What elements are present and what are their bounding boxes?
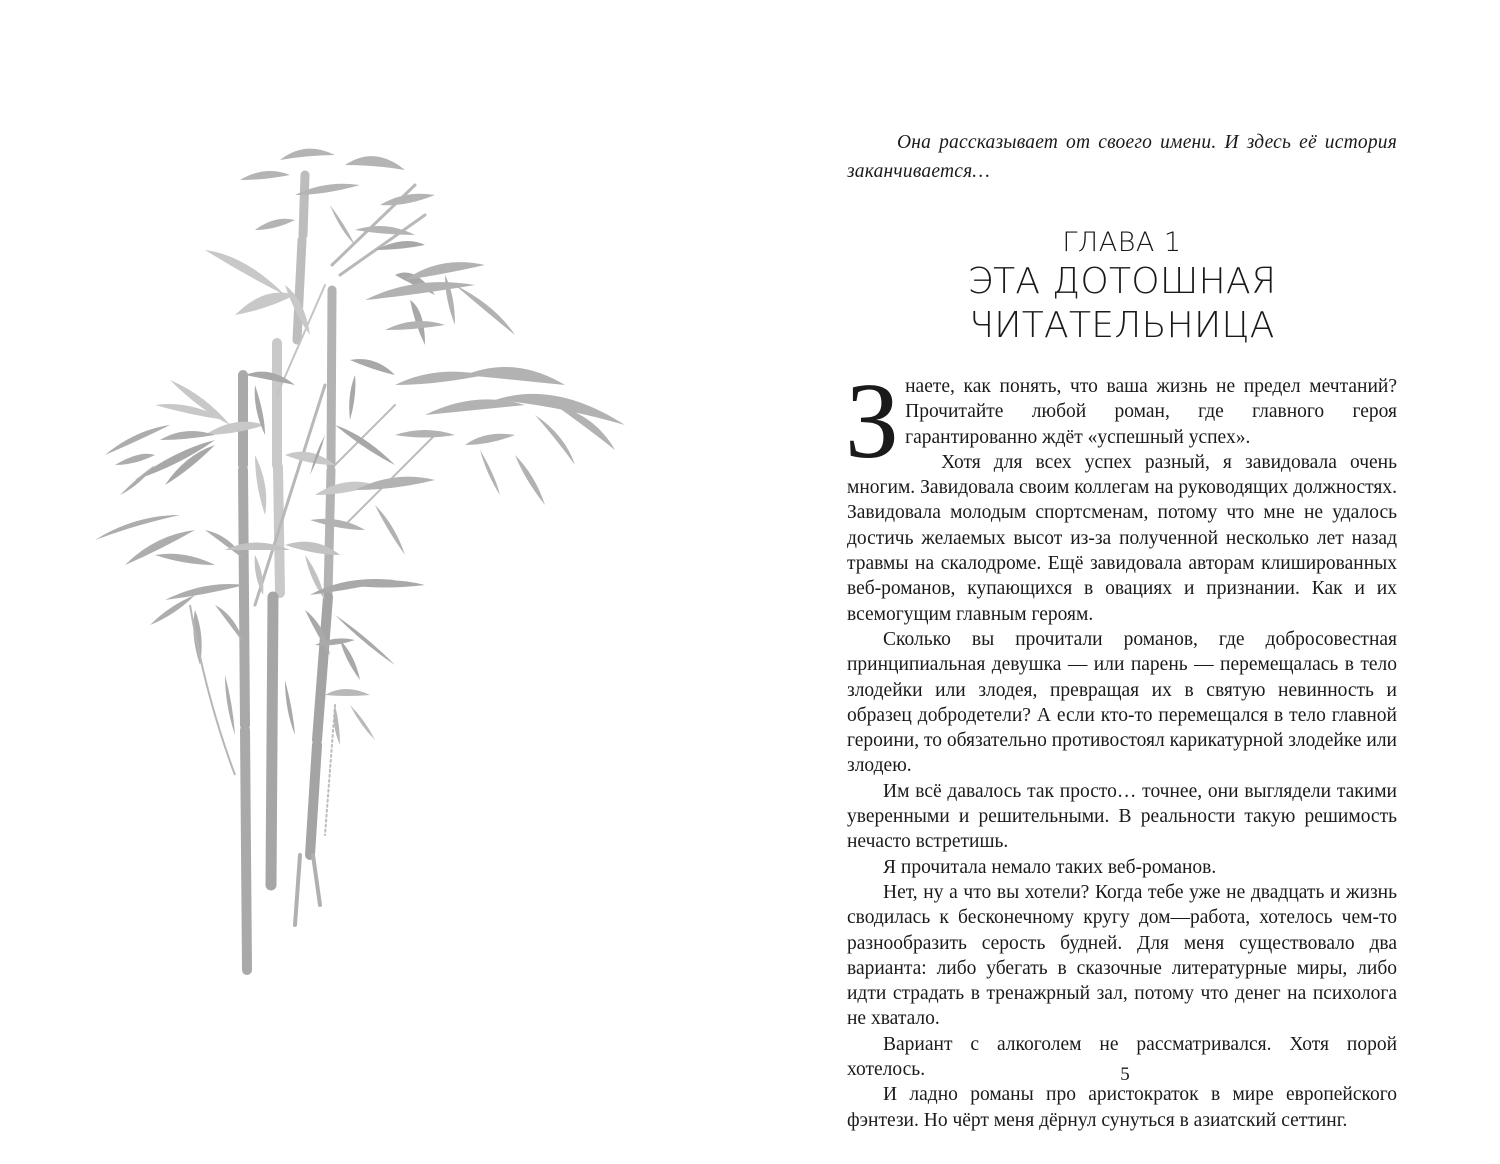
chapter-text-block [847,128,1397,1133]
paragraph-3: Сколько вы прочитали романов, где добросовестная принципиальная девушка — или парень — перемещалась в тело злодейки или злодея, превращая их в святую невинность и образец добродетели? А если кто-то перемещался в тело главной героини, то обязательно противостоял карикатурной злодейке или злодею. [847,628,1397,777]
paragraph-7: Вариант с алкоголем не рассматривался. Хотя порой хотелось. [847,1033,1397,1081]
chapter-title-line-2: ЧИТАТЕЛЬНИЦА [969,305,1275,346]
chapter-number: ГЛАВА 1 [1062,227,1182,258]
paragraph-1 [845,362,1397,481]
paragraph-1-text: наете, как понять, что ваша жизнь не предел мечтаний? Прочитайте любой роман, где главного героя гарантированно ждёт «успешный успех». [905,376,1397,448]
paragraph-8: И ладно романы про аристократок в мире европейского фэнтези. Но чёрт меня дёрнул сунуться в азиатский сеттинг. [847,1084,1397,1131]
drop-cap: З [845,362,900,481]
paragraph-4: Им всё давалось так просто… точнее, они выглядели такими уверенными и решительными. В реальности такую решимость нечасто встретишь. [847,780,1397,853]
chapter-heading [847,226,1397,348]
bamboo-illustration [95,135,695,995]
paragraph-5: Я прочитала немало таких веб-романов. [883,856,1217,878]
chapter-title-line-1: ЭТА ДОТОШНАЯ [967,261,1277,302]
epigraph: Она рассказывает от своего имени. И здесь её история заканчивается… [847,132,1397,182]
paragraph-2: Хотя для всех успех разный, я завидовала очень многим. Завидовала своим коллегам на руководящих должностях. Завидовала молодым спортсменам, потому что мне не удалось достичь желаемых высот из-за полученной несколько лет назад травмы на скалодроме. Ещё завидовала авторам клишированных веб-романов, купающихся в овациях и признании. Как и их всемогущим главным героям. [847,451,1397,625]
chapter-body [845,362,1397,1133]
paragraph-6: Нет, ну а что вы хотели? Когда тебе уже не двадцать и жизнь сводилась к бесконечному кругу дом—работа, хотелось чем-то разнообразить серость будней. Для меня существовало два варианта: либо убегать в сказочные литературные миры, либо идти страдать в тренажрный зал, потому что денег на психолога не хватало. [847,881,1397,1030]
page-number: 5 [1120,1064,1130,1085]
